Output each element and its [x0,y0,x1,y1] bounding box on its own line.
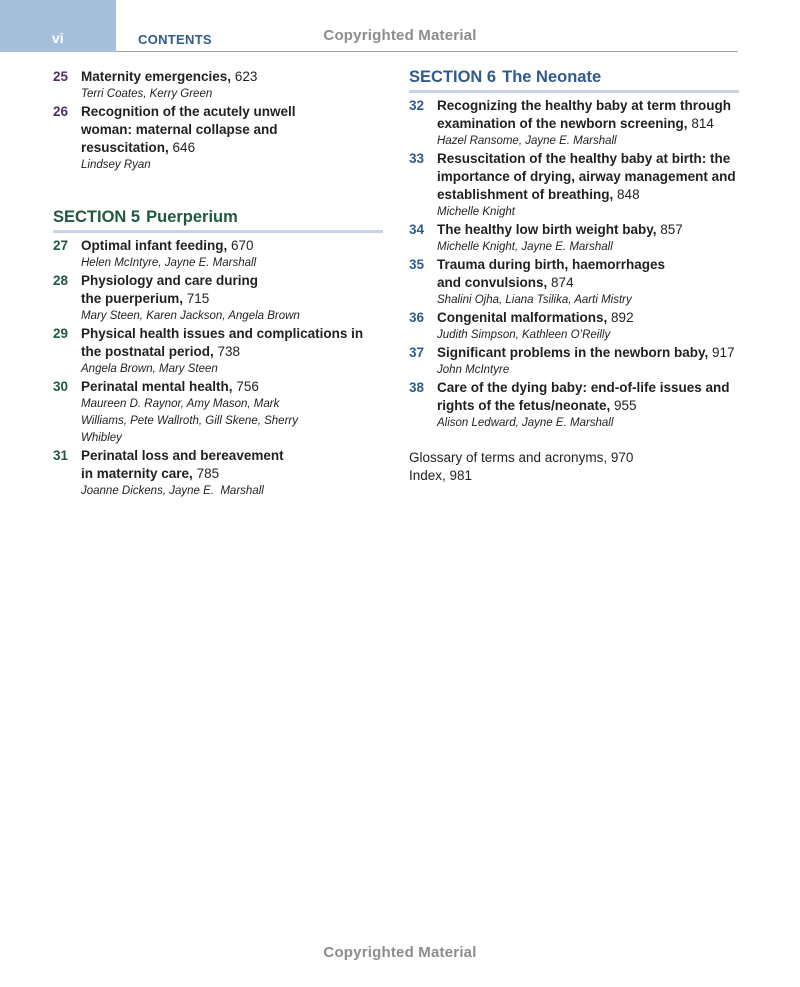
chapter-authors: Hazel Ransome, Jayne E. Marshall [437,135,617,147]
chapter-title: Trauma during birth, haemorrhages and convulsions, 874 [437,257,666,290]
chapter-authors: Helen McIntyre, Jayne E. Marshall [81,257,257,269]
toc-entry[interactable] [53,103,383,174]
chapter-number: 26 [53,104,69,119]
chapter-page: 670 [231,238,254,253]
chapter-title: Significant problems in the newborn baby, 917 [437,345,735,360]
chapter-page: 715 [186,291,210,306]
chapter-title: Optimal infant feeding, 670 [81,238,254,253]
chapter-title: Care of the dying baby: end-of-life issues and rights of the fetus/neonate, 955 [437,380,730,413]
chapter-number: 33 [409,151,425,166]
chapter-title: Physical health issues and complications in the postnatal period, 738 [81,326,364,359]
chapter-title: Recognition of the acutely unwell woman: maternal collapse and resuscitation, 646 [81,104,296,155]
chapter-authors: Lindsey Ryan [81,159,151,171]
chapter-title: Physiology and care during the puerperium, 715 [81,273,259,306]
chapter-number: 36 [409,310,425,325]
toc-entry[interactable] [53,237,383,272]
running-head: CONTENTS [138,32,212,47]
chapter-page: 646 [172,140,196,155]
chapter-authors: Mary Steen, Karen Jackson, Angela Brown [81,310,300,322]
toc-entry[interactable] [409,97,739,150]
toc-entry[interactable] [53,272,383,325]
section-entries [53,237,383,500]
chapter-title: Maternity emergencies, 623 [81,69,258,84]
chapter-number: 34 [409,222,425,237]
chapter-page: 857 [660,222,683,237]
chapter-number: 27 [53,238,69,253]
chapter-title: Congenital malformations, 892 [437,310,634,325]
section-entries [409,97,739,432]
chapter-number: 25 [53,69,69,84]
chapter-page: 814 [691,116,714,131]
chapter-title: Perinatal mental health, 756 [81,379,259,394]
chapter-number: 28 [53,273,69,288]
section-name: Puerperium [146,208,238,226]
page-number: vi [52,30,64,46]
glossary-entry[interactable]: Glossary of terms and acronyms, 970 [409,450,634,465]
chapter-number: 38 [409,380,425,395]
chapter-authors: Joanne Dickens, Jayne E. Marshall [81,485,264,497]
toc-entry[interactable] [409,150,739,221]
chapter-number: 29 [53,326,69,341]
continued-entries [53,68,383,174]
chapter-number: 35 [409,257,425,272]
chapter-authors: John McIntyre [437,364,510,376]
chapter-number: 32 [409,98,425,113]
section-heading [409,68,739,93]
chapter-authors: Alison Ledward, Jayne E. Marshall [437,417,614,429]
chapter-page: 785 [196,466,220,481]
chapter-page: 848 [617,187,640,202]
back-matter [409,449,739,485]
chapter-authors: Terri Coates, Kerry Green [81,88,213,100]
chapter-page: 756 [236,379,259,394]
section-heading [53,208,383,233]
chapter-page: 874 [551,275,574,290]
watermark-bottom: Copyrighted Material [323,944,477,961]
chapter-title: Resuscitation of the healthy baby at birth: the importance of drying, airway management and establishment of breathing, 848 [437,151,736,202]
chapter-title: Recognizing the healthy baby at term through examination of the newborn screening, 814 [437,98,732,131]
toc-entry[interactable] [53,447,383,500]
chapter-page: 738 [217,344,241,359]
chapter-page: 623 [234,69,258,84]
chapter-number: 30 [53,379,69,394]
left-column [53,68,383,500]
section-label: SECTION 5 [53,208,141,226]
chapter-title: The healthy low birth weight baby, 857 [437,222,683,237]
toc-entry[interactable] [409,379,739,432]
chapter-page: 955 [614,398,637,413]
chapter-authors: Michelle Knight, Jayne E. Marshall [437,241,613,253]
header-rule [116,51,738,52]
chapter-authors: Angela Brown, Mary Steen [81,363,218,375]
chapter-title: Perinatal loss and bereavement in maternity care, 785 [81,448,284,481]
toc-entry[interactable] [53,68,383,103]
toc-entry[interactable] [409,221,739,256]
chapter-authors: Shalini Ojha, Liana Tsilika, Aarti Mistry [437,294,632,306]
index-entry[interactable]: Index, 981 [409,468,473,483]
chapter-authors: Maureen D. Raynor, Amy Mason, Mark Williams, Pete Wallroth, Gill Skene, Sherry Whibley [81,398,298,444]
chapter-page: 892 [611,310,634,325]
toc-entry[interactable] [409,309,739,344]
chapter-number: 37 [409,345,425,360]
section-name: The Neonate [502,68,602,86]
section-label: SECTION 6 [409,68,497,86]
toc-entry[interactable] [53,325,383,378]
chapter-page: 917 [712,345,735,360]
watermark-top: Copyrighted Material [323,27,477,44]
chapter-authors: Michelle Knight [437,206,515,218]
toc-entry[interactable] [409,344,739,379]
right-column [409,68,739,485]
toc-entry[interactable] [53,378,383,447]
chapter-number: 31 [53,448,69,463]
chapter-authors: Judith Simpson, Kathleen O’Reilly [437,329,611,341]
toc-entry[interactable] [409,256,739,309]
